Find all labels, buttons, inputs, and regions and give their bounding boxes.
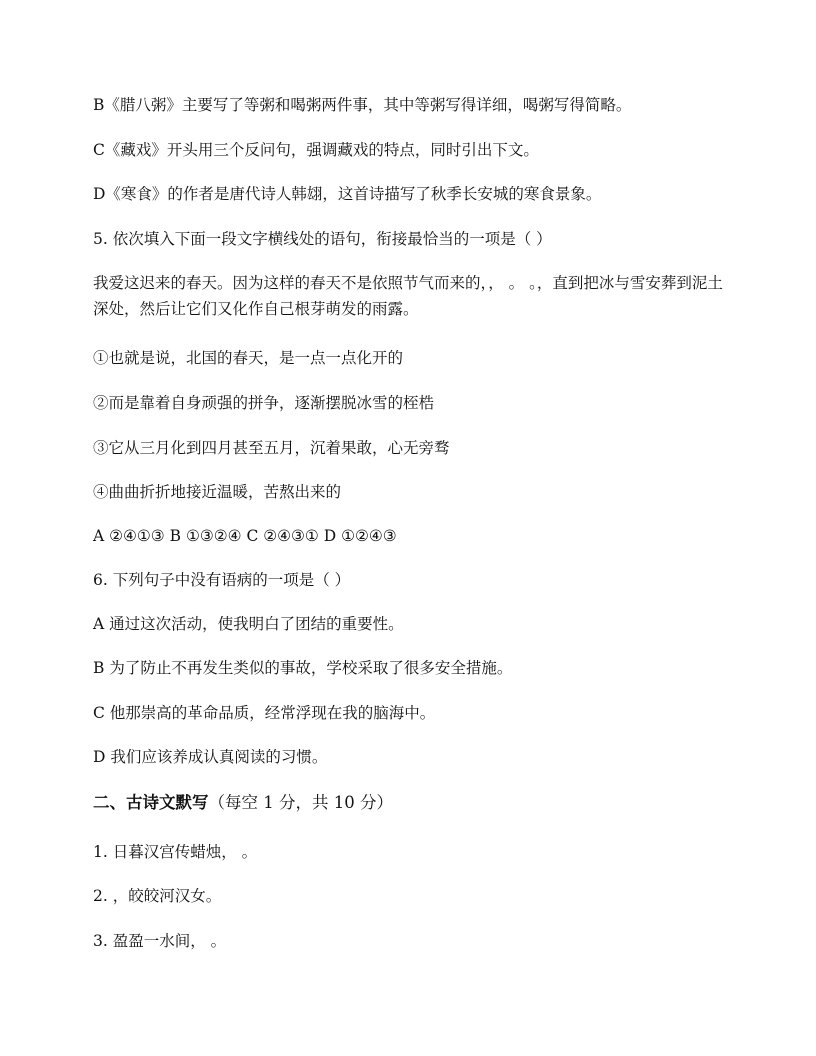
question-5-passage: 我爱这迟来的春天。因为这样的春天不是依照节气而来的，， 。 。，直到把冰与雪安葬到泥土深处，然后让它们又化作自己根芽萌发的雨露。 (93, 274, 723, 318)
question-6-option-d: D 我们应该养成认真阅读的习惯。 (93, 748, 328, 766)
section-2-title: 二、古诗文默写 (93, 793, 209, 812)
option-d-hanshi: D《寒食》的作者是唐代诗人韩翃，这首诗描写了秋季长安城的寒食景象。 (93, 185, 602, 203)
section-2-heading (93, 793, 733, 813)
question-5-stem: 5. 依次填入下面一段文字横线处的语句，衔接最恰当的一项是（ ） (93, 230, 552, 248)
question-6-option-a: A 通过这次活动，使我明白了团结的重要性。 (93, 615, 404, 633)
question-6-option-c: C 他那崇高的革命品质，经常浮现在我的脑海中。 (93, 704, 436, 722)
question-5-options: A ②④①③ B ①③②④ C ②④③① D ①②④③ (93, 527, 397, 545)
question-6-option-b: B 为了防止不再发生类似的事故，学校采取了很多安全措施。 (93, 659, 513, 677)
section-2-score-note: （每空 1 分，共 10 分） (208, 793, 393, 812)
sentence-4: ④曲曲折折地接近温暖，苦熬出来的 (93, 483, 342, 501)
poem-line-1: 1. 日暮汉宫传蜡烛， 。 (93, 843, 258, 861)
option-b-laba: B《腊八粥》主要写了等粥和喝粥两件事，其中等粥写得详细，喝粥写得简略。 (93, 96, 632, 114)
sentence-3: ③它从三月化到四月甚至五月，沉着果敢，心无旁骛 (93, 439, 450, 457)
option-c-zangxi: C《藏戏》开头用三个反问句，强调藏戏的特点，同时引出下文。 (93, 141, 539, 159)
sentence-2: ②而是靠着自身顽强的拼争，逐渐摆脱冰雪的桎梏 (93, 394, 435, 412)
poem-line-3: 3. 盈盈一水间， 。 (93, 932, 227, 950)
sentence-1: ①也就是说，北国的春天，是一点一点化开的 (93, 349, 404, 367)
poem-line-2: 2. ，皎皎河汉女。 (93, 887, 222, 905)
question-6-stem: 6. 下列句子中没有语病的一项是（ ） (93, 571, 351, 589)
